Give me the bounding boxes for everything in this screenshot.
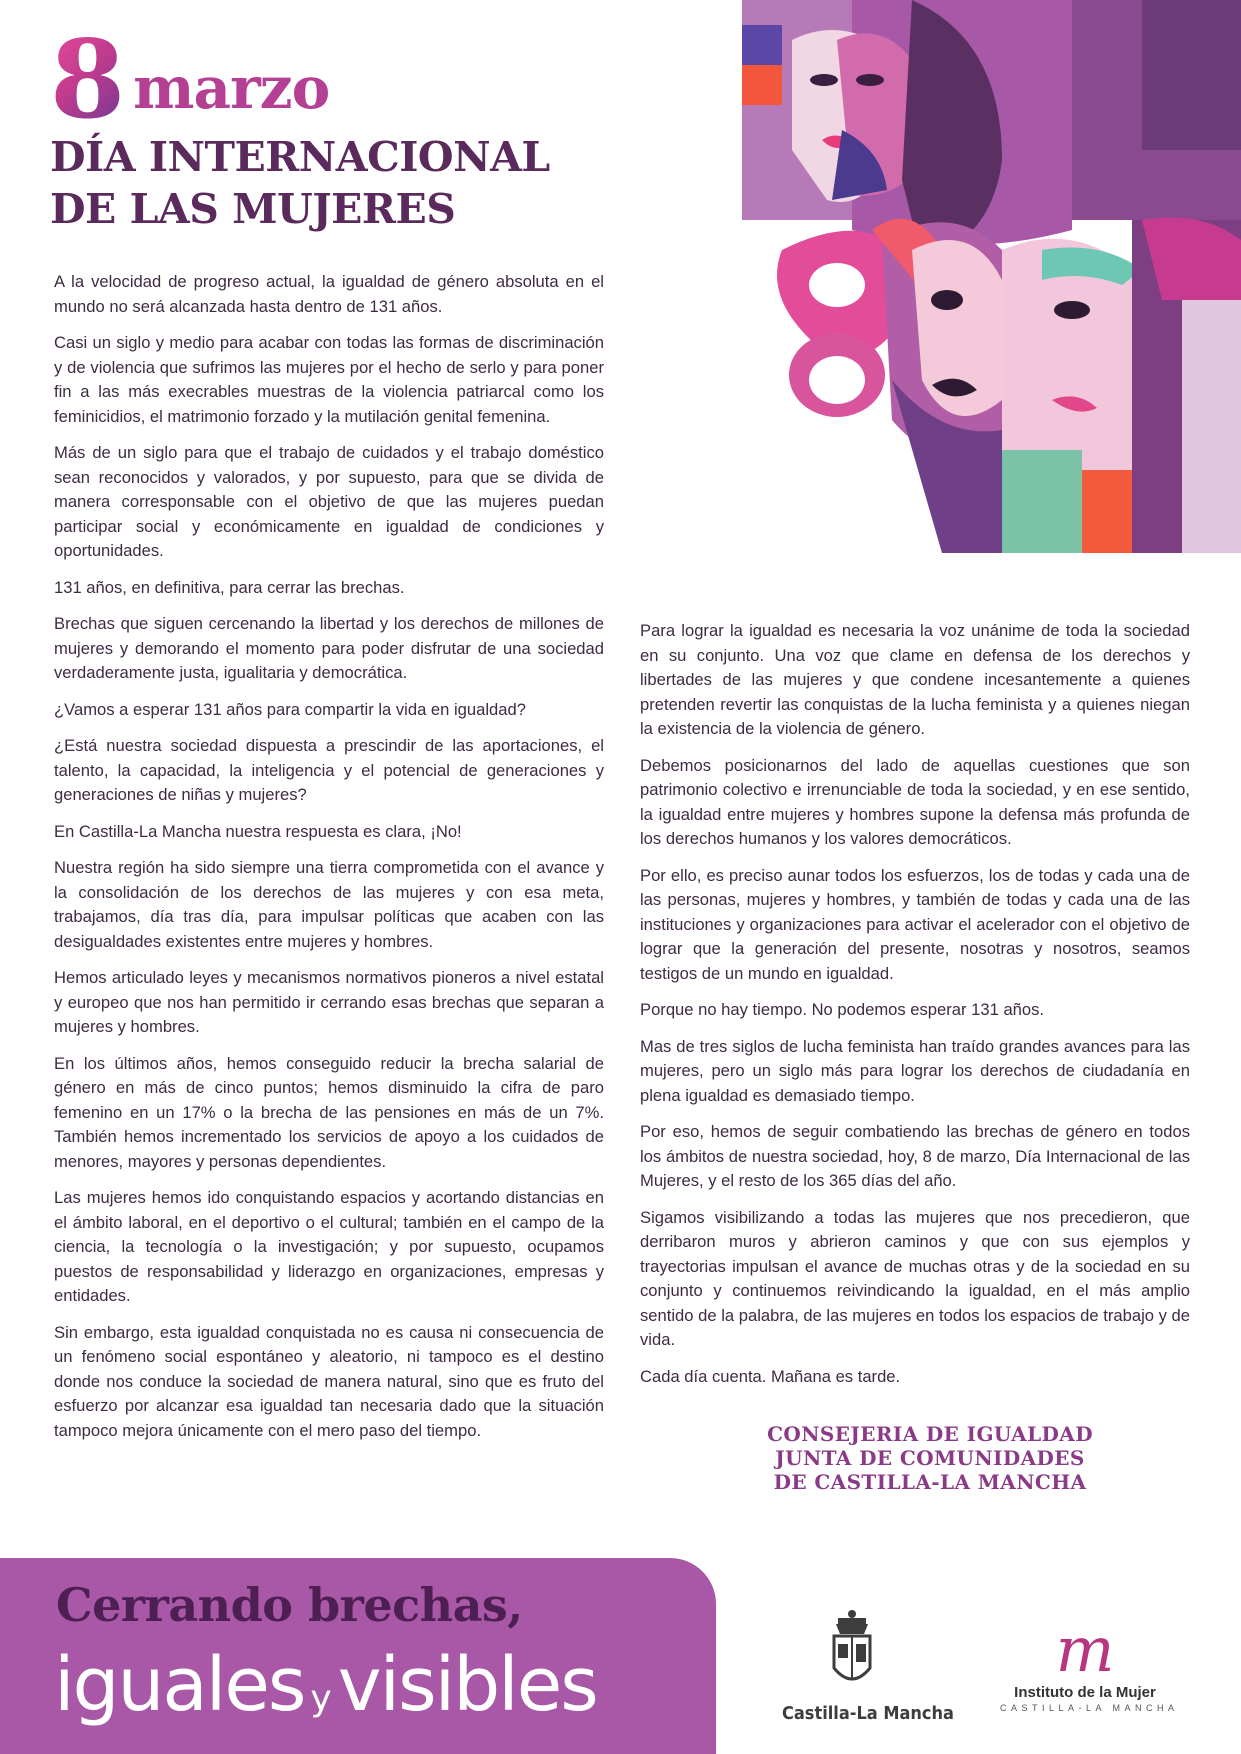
paragraph: ¿Está nuestra sociedad dispuesta a prescindir de las aportaciones, el talento, la capacidad, la inteligencia y el potencial de generaciones y generaciones de niñas y mujeres?	[54, 736, 604, 804]
paragraph: Brechas que siguen cercenando la libertad y los derechos de millones de mujeres y demorando el momento para poder disfrutar de una sociedad verdaderamente justa, igualitaria y democrática.	[54, 614, 604, 682]
women-faces-illustration	[742, 0, 1241, 553]
instituto-mark-icon: m	[1055, 1613, 1115, 1686]
slogan-line2	[54, 1642, 597, 1742]
slogan-band	[0, 1558, 716, 1754]
paragraph: Por ello, es preciso aunar todos los esfuerzos, los de todas y cada una de las personas, mujeres y hombres, y también de todas y cada una de las instituciones y organizaciones para activar el acelerador con el objetivo de lograr que la generación del presente, nosotras y nosotros, seamos testigos de un mundo en igualdad.	[640, 865, 1190, 983]
signature-block	[690, 1422, 1170, 1494]
paragraph: Mas de tres siglos de lucha feminista han traído grandes avances para las mujeres, pero un siglo más para lograr los derechos de ciudadanía en plena igualdad es demasiado tiempo.	[640, 1036, 1190, 1105]
slogan-word-visibles: visibles	[337, 1642, 597, 1728]
paragraph: Por eso, hemos de seguir combatiendo las brechas de género en todos los ámbitos de nuestra sociedad, hoy, 8 de marzo, Día Internacional de las Mujeres, y el resto de los 365 días del año.	[640, 1122, 1190, 1190]
paragraph: Sigamos visibilizando a todas las mujeres que nos precedieron, que derribaron muros y abrieron caminos y que con sus ejemplos y trayectorias impulsan el avance de muchas otras y de la sociedad en su conjunto y continuemos reivindicando la igualdad, en el más amplio sentido de la palabra, de las mujeres en todos los espacios de trabajo y de vida.	[640, 1207, 1190, 1349]
instituto-name: Instituto de la Mujer	[1014, 1684, 1156, 1701]
paragraph: Porque no hay tiempo. No podemos esperar 131 años.	[640, 1000, 1045, 1019]
instituto-region: CASTILLA-LA MANCHA	[1000, 1703, 1179, 1713]
page-title-line1: DÍA INTERNACIONAL	[50, 133, 550, 181]
paragraph: ¿Vamos a esperar 131 años para compartir la vida en igualdad?	[54, 699, 526, 719]
paragraph: Nuestra región ha sido siempre una tierra comprometida con el avance y la consolidación de los derechos de las mujeres y con esa meta, trabajamos, día tras día, para impulsar políticas que acaben con las desigualdades existentes entre mujeres y hombres.	[54, 858, 604, 951]
slogan-word-iguales: iguales	[54, 1642, 305, 1728]
instituto-de-la-mujer-logo	[1000, 1613, 1179, 1713]
article-right-column	[640, 619, 1190, 1401]
paragraph: Casi un siglo y medio para acabar con todas las formas de discriminación y de violencia que sufrimos las mujeres por el hecho de serlo y para poner fin a las más execrables muestras de la violencia patriarcal como los feminicidios, el matrimonio forzado y la mutilación genital femenina.	[54, 333, 604, 426]
signature-line2: JUNTA DE COMUNIDADES	[775, 1446, 1085, 1470]
paragraph: A la velocidad de progreso actual, la igualdad de género absoluta en el mundo no será alcanzada hasta dentro de 131 años.	[54, 272, 604, 316]
signature-line1: CONSEJERIA DE IGUALDAD	[767, 1422, 1093, 1446]
signature-line3: DE CASTILLA-LA MANCHA	[773, 1470, 1087, 1494]
slogan-line1: Cerrando brechas,	[56, 1578, 523, 1632]
paragraph: Cada día cuenta. Mañana es tarde.	[640, 1366, 901, 1386]
paragraph: Más de un siglo para que el trabajo de cuidados y el trabajo doméstico sean reconocidos y valorados, y por supuesto, para que se divida de manera corresponsable con el objetivo de que las mujeres puedan participar social y económicamente en igualdad de condiciones y oportunidades.	[54, 443, 604, 560]
article-left-column	[54, 270, 604, 1455]
castilla-la-mancha-logo	[782, 1608, 954, 1724]
castilla-la-mancha-label: Castilla-La Mancha	[782, 1703, 954, 1724]
paragraph: En los últimos años, hemos conseguido reducir la brecha salarial de género en más de cinco puntos; hemos disminuido la cifra de paro femenino en un 17% o la brecha de las pensiones en más de un 7%. También hemos incrementado los servicios de apoyo a los cuidados de menores, mayores y personas dependientes.	[54, 1053, 604, 1171]
paragraph: En Castilla-La Mancha nuestra respuesta es clara, ¡No!	[54, 821, 462, 841]
page-header	[50, 17, 610, 234]
date-month: marzo	[133, 54, 330, 122]
page-title-line2: DE LAS MUJERES	[50, 185, 456, 233]
coat-of-arms-icon	[824, 1608, 880, 1692]
title-row	[50, 17, 610, 143]
date-number: 8	[50, 17, 124, 143]
paragraph: Hemos articulado leyes y mecanismos normativos pioneros a nivel estatal y europeo que nos han permitido ir cerrando esas brechas que separan a mujeres y hombres.	[54, 968, 604, 1036]
page-footer	[0, 1558, 1241, 1754]
paragraph: 131 años, en definitiva, para cerrar las brechas.	[54, 577, 405, 597]
paragraph: Debemos posicionarnos del lado de aquellas cuestiones que son patrimonio colectivo e irrenunciable de toda la sociedad, y en ese sentido, la igualdad entre mujeres y hombres supone la defensa más profunda de los derechos humanos y los valores democráticos.	[640, 755, 1190, 848]
paragraph: Para lograr la igualdad es necesaria la voz unánime de toda la sociedad en su conjunto. Una voz que clame en defensa de los derechos y libertades de las mujeres y que condene incesantemente a quienes pretenden revertir las conquistas de la lucha feminista y a quienes niegan la existencia de la violencia de género.	[640, 621, 1190, 738]
paragraph: Las mujeres hemos ido conquistando espacios y acortando distancias en el ámbito laboral, en el deportivo o el cultural; también en el campo de la ciencia, la tecnología o la investigación; y por supuesto, ocupamos puestos de responsabilidad y liderazgo en organizaciones, empresas y entidades.	[54, 1188, 604, 1305]
slogan-connector: y	[310, 1678, 332, 1719]
paragraph: Sin embargo, esta igualdad conquistada no es causa ni consecuencia de un fenómeno social espontáneo y aleatorio, ni tampoco es el destino donde nos conduce la sociedad de manera natural, sino que es fruto del esfuerzo por alcanzar esa igualdad tan necesaria dado que la situación tampoco mejora únicamente con el mero paso del tiempo.	[54, 1322, 604, 1440]
